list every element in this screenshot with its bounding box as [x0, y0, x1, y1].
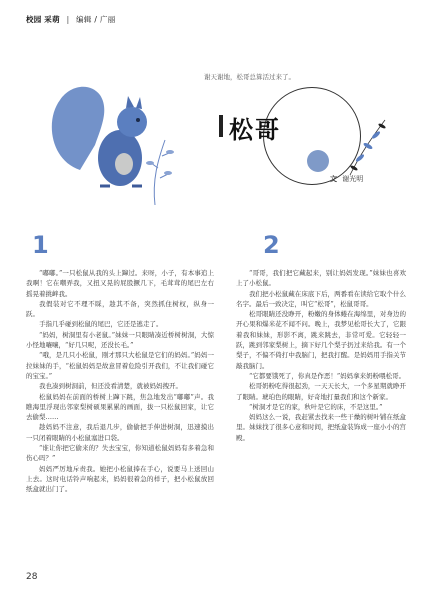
paragraph: “谁让你把它偷来的？失去宝宝，你知道松鼠妈妈有多着急和伤心吗？” [26, 444, 214, 463]
header-divider: | [66, 15, 70, 24]
paragraph: 趁妈妈不注意，我后退几步，偷偷把手伸进树洞，迅速摸出一只闭着眼睛的小松鼠塞进口袋。 [26, 423, 214, 442]
byline-tag: 文 [330, 175, 337, 183]
paragraph: “哥哥，我们把它藏起来，别让妈妈发现。”妹妹也喜欢上了小松鼠。 [236, 269, 406, 288]
paragraph: “树洞才是它的家，秋叶是它的床，不是这里。” [249, 402, 383, 411]
paragraph: 我假装对它不理不睬，趁其不备，突然抓住树杈，纵身一跃。 [26, 299, 214, 319]
section-2-body [236, 268, 406, 443]
section-1-numeral [28, 232, 52, 256]
paragraph: 松哥奶粉吃得很起劲，一天天长大，一个多星期就睁开了眼睛。琥珀色的眼睛，好奇地打量我们和这个新家。 [236, 382, 406, 401]
paragraph: “它都要饿死了，你真是作恶！”妈妈拿来奶粉喂松哥。 [249, 371, 406, 380]
paragraph: “嘟嘟。”一只松鼠从我的头上蹿过。来呀，小子，有本事追上我啊！它在嘲弄我，又扭又晃的屁股撅几下，毛茸茸的尾巴左右摇晃着挑衅我。 [26, 269, 214, 298]
author-name: 谢光明 [342, 175, 364, 183]
section-1-body [26, 268, 214, 495]
editor-credit: 编辑 / 广丽 [76, 15, 116, 24]
numeral-1-text: 1 [32, 232, 49, 256]
accent-dot [307, 150, 329, 172]
section-2-numeral [260, 232, 284, 256]
subtitle: 谢天谢地，松哥总算活过来了。 [204, 73, 295, 81]
paragraph: “妈妈，树洞里有小老鼠。”妹妹一只眼睛凑近桥树树洞，大惊小怪地嚷嚷，“好几只呢，还没长毛。” [26, 330, 214, 350]
section-name: 采萌 [44, 15, 60, 24]
paragraph: 松哥眼睛还没睁开，粉嫩的身体蜷在海绵里，对身边的开心果和爆米花不闻不问。晚上，我梦见松哥长大了，它跟着我和妹妹，形影不离，跳来跳去，非常可爱。它轻轻一跃，跳到邻家梨树上，摘下好几个梨子扔过来给我。有一个梨子，不偏不倚打中我脑门，把我打醒。是妈妈用手指关节敲我脑门。 [236, 310, 406, 370]
page-number: 28 [26, 572, 38, 582]
paragraph: 松鼠妈妈在前面的桥树上蹿下跳，焦急地发出“嘟嘟”声。我瞧海里浮现出邻家梨树硕果累累的画面，拔一只松鼠回家，让它去偷梨…… [26, 392, 214, 422]
paragraph: 手指几乎碰到松鼠的尾巴，它还是逃走了。 [39, 320, 163, 329]
page-header [26, 14, 116, 25]
squirrel-illustration [40, 60, 180, 210]
paragraph: 我们把小松鼠藏在床底下后，两番看在读给它取个什么名字。最后一致决定，叫它“松哥”，松鼠哥哥。 [236, 289, 406, 308]
paragraph: 我也凑到树洞前，但还没看清楚，就被妈妈拽开。 [39, 382, 182, 391]
title-bar [219, 115, 223, 137]
paragraph: “哦，是几只小松鼠，刚才那只大松鼠是它们的妈妈。”妈妈一拉妹妹的手，“松鼠妈妈是故意冒着危险引开我们，不让我们碰它的宝宝。” [26, 351, 214, 380]
column-name: 校园 [26, 15, 42, 24]
paragraph: 妈妈严厉地斥责我。她把小松鼠捧在手心，说要马上送回山上去。这时电话铃声响起来，妈妈很着急的样子，把小松鼠放回纸盒就出门了。 [26, 464, 214, 494]
paragraph: 妈妈这么一说，我赶紧去找来一些干燥的树叶铺在纸盒里。妹妹找了很多心意和时间，把纸盒装饰成一座小小的宫殿。 [236, 413, 406, 442]
byline [330, 174, 363, 184]
article-title: 松哥 [229, 115, 281, 144]
numeral-2-text: 2 [263, 232, 280, 256]
